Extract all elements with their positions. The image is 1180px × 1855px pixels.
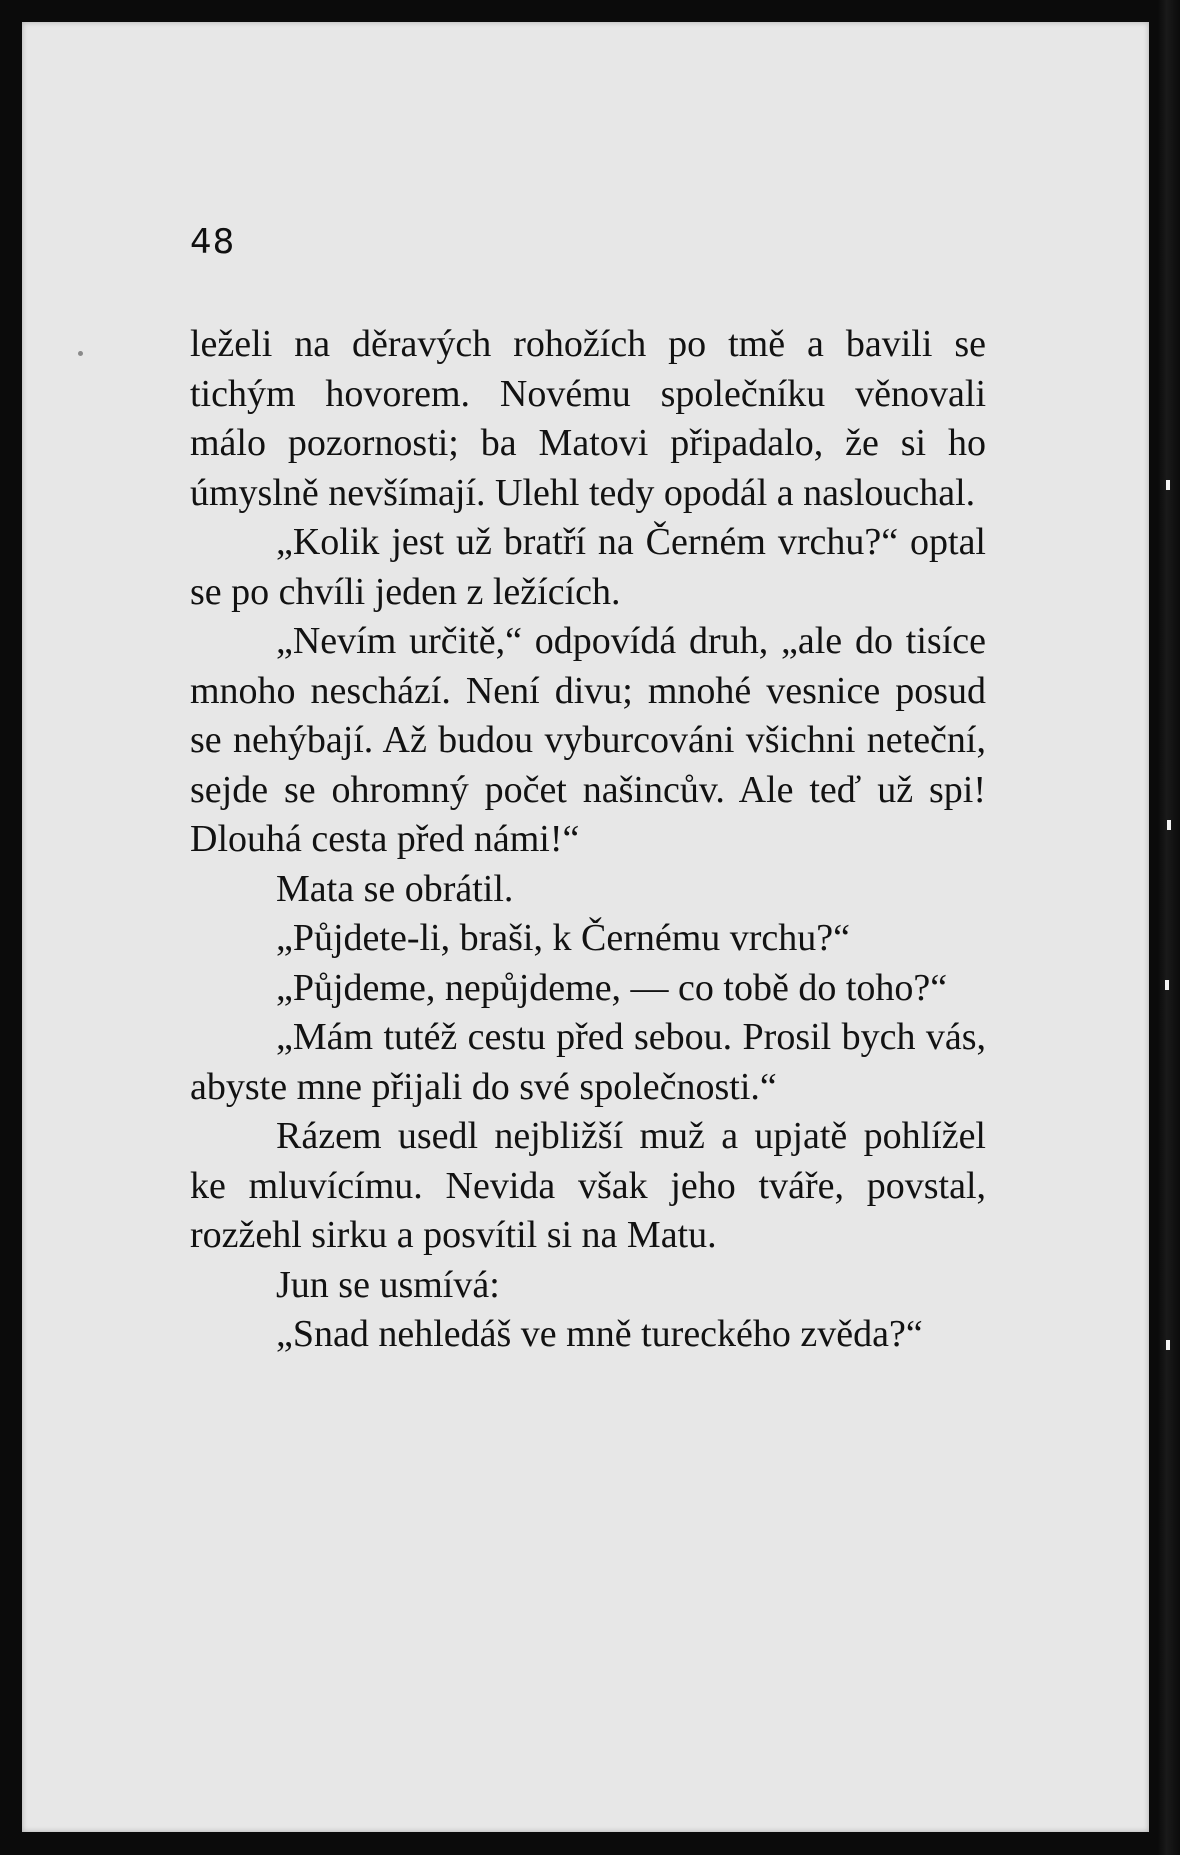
paragraph: leželi na děravých rohožích po tmě a bavili se tichým hovorem. Novému společníku věnovali málo pozornosti; ba Matovi připadalo, že si ho úmyslně nevšímají. Ulehl tedy opodál a naslouchal.: [190, 323, 986, 514]
body-text: [190, 320, 986, 1360]
edge-speck: [1167, 820, 1171, 830]
edge-speck: [1165, 980, 1169, 990]
book-page: [22, 22, 1149, 1832]
paragraph: „Kolik jest už bratří na Černém vrchu?“ optal se po chvíli jeden z ležících.: [190, 521, 986, 613]
paragraph: „Mám tutéž cestu před sebou. Prosil bych vás, abyste mne přijali do své společnosti.“: [190, 1016, 986, 1108]
edge-speck: [1166, 480, 1170, 490]
page-number: 48: [190, 222, 236, 262]
paragraph: Jun se usmívá:: [276, 1263, 500, 1306]
paragraph: Rázem usedl nejbližší muž a upjatě pohlížel ke mluvícímu. Nevida však jeho tváře, povstal, rozžehl sirku a posvítil si na Matu.: [190, 1115, 986, 1256]
page-edge-shadow: [1158, 0, 1180, 1855]
paragraph: „Snad nehledáš ve mně tureckého zvěda?“: [276, 1313, 923, 1355]
edge-speck: [1166, 1340, 1170, 1350]
paragraph: „Půjdeme, nepůjdeme, — co tobě do toho?“: [276, 966, 948, 1009]
paragraph: „Půjdete-li, braši, k Černému vrchu?“: [276, 917, 851, 959]
paragraph: „Nevím určitě,“ odpovídá druh, „ale do tisíce mnoho neschází. Není divu; mnohé vesnice posud se nehýbají. Až budou vyburcováni všichni neteční, sejde se ohromný počet našincův. Ale teď už spi! Dlouhá cesta před námi!“: [190, 620, 986, 860]
margin-speck: [78, 351, 83, 356]
paragraph: Mata se obrátil.: [276, 867, 514, 910]
